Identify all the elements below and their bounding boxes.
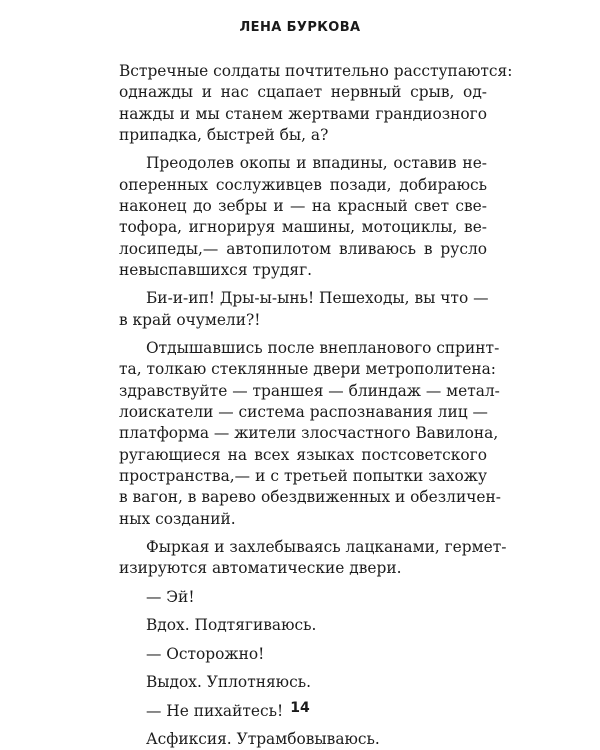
dialogue-line: — Эй!	[146, 587, 195, 606]
text-line: ных созданий.	[119, 509, 236, 528]
paragraph	[119, 537, 507, 580]
text-line: наконец до зебры и — на красный свет све-	[119, 196, 487, 215]
text-line: платформа — жители злосчастного Вавилона,	[119, 424, 499, 443]
narration-line: Асфиксия. Утрамбовываюсь.	[146, 730, 380, 749]
text-line: изируются автоматические двери.	[119, 559, 402, 578]
text-line: оперенных сослуживцев позади, добираюсь	[119, 175, 487, 194]
paragraph	[119, 338, 501, 530]
text-line: Отдышавшись после внепланового спринт-	[146, 339, 500, 358]
text-line: Фыркая и захлебываясь лацканами, гермет-	[146, 537, 507, 556]
text-line: Преодолев окопы и впадины, оставив не-	[146, 154, 487, 173]
text-line: в вагон, в варево обездвиженных и обезличен-	[119, 488, 501, 507]
text-line: ругающиеся на всех языках постсоветского	[119, 445, 487, 464]
paragraph	[119, 61, 513, 146]
running-head-author: ЛЕНА БУРКОВА	[239, 20, 361, 35]
paragraph	[119, 288, 487, 331]
narration-line: Вдох. Подтягиваюсь.	[146, 616, 317, 635]
paragraph	[119, 153, 487, 281]
text-line: нажды и мы станем жертвами грандиозного	[119, 104, 487, 123]
dialogue-line: — Не пихайтесь!	[146, 701, 284, 720]
text-line: та, толкаю стеклянные двери метрополитена:	[119, 360, 496, 379]
text-line: лоискатели — система распознавания лиц —	[119, 403, 488, 422]
narration-line: Выдох. Уплотняюсь.	[146, 673, 311, 692]
dialogue-line: — Осторожно!	[146, 644, 265, 663]
text-line: лосипеды,— автопилотом вливаюсь в русло	[119, 239, 487, 258]
page-number: 14	[290, 700, 310, 716]
text-line: припадка, быстрей бы, а?	[119, 125, 329, 144]
text-line: пространства,— и с третьей попытки захожу	[119, 466, 487, 485]
body-text	[119, 61, 513, 750]
text-line: Би-и-ип! Дры-ы-ынь! Пешеходы, вы что —	[146, 289, 489, 308]
text-line: невыспавшихся трудяг.	[119, 260, 313, 279]
text-line: здравствуйте — траншея — блиндаж — метал-	[119, 381, 500, 400]
text-line: Встречные солдаты почтительно расступаются:	[119, 62, 513, 80]
text-line: тофора, игнорируя машины, мотоциклы, ве-	[119, 218, 487, 237]
text-line: однажды и нас сцапает нервный срыв, од-	[119, 83, 487, 102]
text-line: в край очумели?!	[119, 310, 261, 329]
